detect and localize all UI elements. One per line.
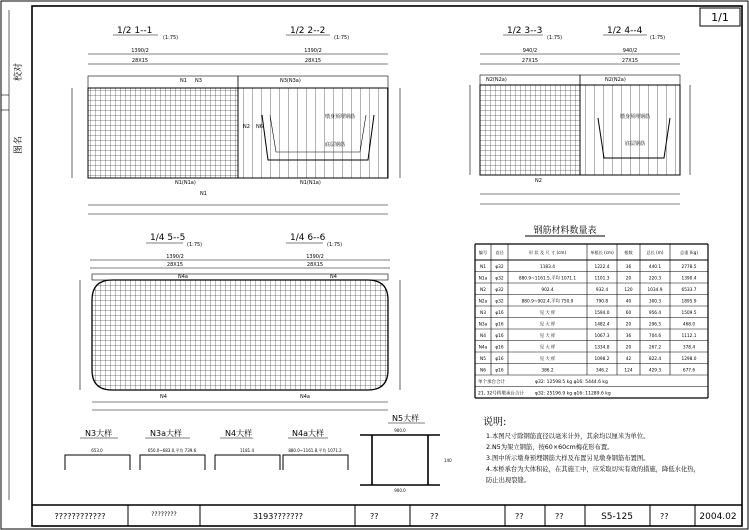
detail-n4-dim: 1181.4: [240, 448, 254, 453]
note-bottom-rebar: 底层钢筋: [325, 142, 346, 148]
table-cell: 440.1: [648, 265, 662, 270]
table-cell: 1594.0: [594, 311, 610, 316]
page-number: 1/1: [711, 11, 729, 24]
table-cell: 378.4: [682, 345, 696, 351]
tag-n2a: N2(N2a): [486, 77, 507, 83]
tag-n1a-bottom: N1(N1a): [175, 180, 196, 186]
table-subtotal-label: 单个承台合计: [478, 380, 505, 385]
plan-5-6-mesh: [92, 280, 388, 390]
table-cell: 1112.1: [681, 334, 697, 339]
table-header-5: 总长 (m): [646, 250, 664, 255]
dim-2-2-count: 28X15: [304, 58, 322, 64]
section-4-4-scale: (1:75): [650, 35, 666, 41]
note-line: 1.本图尺寸除钢筋直径以毫米计外，其余均以厘米为单位。: [486, 433, 650, 440]
table-cell: 932.4: [595, 288, 609, 293]
table-cell: 1067.3: [594, 334, 610, 339]
table-cell: 902.4: [541, 288, 554, 293]
table-grand: φ32: 25196.9 kg φ16: 11289.6 kg: [535, 391, 611, 397]
table-cell: 880.9~1161.5,平均 1071.1: [518, 276, 577, 282]
table-subtotal: φ32: 12598.5 kg φ16: 5444.6 kg: [535, 380, 608, 385]
table-cell: 1482.4: [594, 322, 610, 328]
tag-n3a: N3(N3a): [280, 78, 301, 84]
section-5-5-title: 1/4 5--5: [150, 233, 186, 243]
table-cell: 6533.7: [681, 288, 697, 293]
table-cell: 1334.8: [594, 345, 610, 351]
section-4-4-title: 1/2 4--4: [607, 26, 643, 36]
table-header-2: 形 状 及 尺 寸 (cm): [528, 250, 567, 255]
detail-n3a-dim: 650.0~683.0,平均 739.6: [147, 448, 197, 453]
section-1-1-mesh: [88, 88, 238, 178]
table-cell: N6: [480, 368, 486, 374]
table-cell: 20: [625, 276, 632, 282]
section-3-3-scale: (1:75): [547, 35, 563, 41]
table-cell: 386.2: [541, 368, 554, 374]
table-cell: 220.3: [648, 276, 662, 282]
table-cell: 880.9~902.4,平均 750.9: [521, 299, 574, 305]
tag-n1-bottom: N1: [200, 191, 207, 197]
table-cell: 1509.5: [681, 311, 697, 316]
table-cell: N2a: [478, 299, 488, 305]
table-cell: 677.6: [682, 368, 696, 374]
detail-n3-title: N3大样: [85, 429, 113, 438]
table-cell: 267.2: [648, 345, 662, 351]
table-cell: 120: [624, 288, 633, 293]
dim-4-4-count: 27X15: [621, 58, 639, 64]
notes-title: 说明:: [483, 417, 507, 428]
table-cell: φ16: [495, 345, 504, 351]
table-cell: φ16: [495, 334, 504, 339]
title-cell-7: ??: [555, 512, 564, 521]
note-line: 2.N5为架立钢筋，按60×60cm梅花形布置。: [486, 444, 614, 451]
table-cell: φ32: [495, 265, 504, 270]
note-line: 4.本桥承台为大体积砼，在其施工中，应采取切实有效的措施，降低水化热，: [486, 466, 700, 473]
table-cell: 42: [625, 357, 632, 362]
table-cell: 1101.3: [594, 276, 610, 282]
table-cell: 36: [625, 265, 632, 270]
tag-n3-top: N3: [195, 78, 202, 84]
title-block: [32, 505, 742, 526]
detail-n3a-title: N3a大样: [150, 429, 182, 438]
note-bottom-rebar-4: 底层钢筋: [625, 141, 646, 147]
detail-n4a-shape: [283, 455, 348, 470]
side-label-column: [1, 10, 24, 500]
table-header-1: 直径: [495, 250, 504, 255]
inner-frame: [32, 6, 742, 526]
table-cell: φ32: [495, 299, 504, 305]
tag-n6: N6: [256, 124, 263, 130]
dim-6-6-top: 1390/2: [306, 254, 324, 260]
table-cell: 1183.4: [539, 265, 556, 270]
table-cell: 1098.2: [594, 357, 610, 362]
table-cell: 36: [625, 334, 632, 339]
table-grand-label: 21, 32号桥墩承台合计: [478, 391, 524, 397]
table-cell: 20: [625, 322, 632, 328]
drawing-number: S5-125: [601, 512, 633, 522]
table-cell: 见 大 样: [539, 345, 556, 351]
detail-n3a-shape: [140, 455, 205, 470]
section-3-3-mesh: [480, 85, 580, 175]
title-cell-6: ??: [515, 512, 524, 521]
table-cell: 300.3: [648, 299, 662, 305]
dim-4-4-top: 940/2: [622, 48, 638, 54]
notes-lines: [486, 431, 700, 484]
dim-5-5-top: 1390/2: [166, 254, 184, 260]
title-cell-drawing: 3193???????: [252, 512, 304, 521]
tag-n1-top: N1: [180, 78, 187, 84]
table-cell: 见 大 样: [539, 334, 556, 339]
detail-n3-dim: 653.0: [91, 448, 103, 453]
table-header-3: 单根长 (cm): [590, 250, 614, 255]
table-cell: 1390.4: [681, 276, 697, 282]
detail-n4-shape: [215, 455, 280, 470]
detail-n5-dim-top: 900.0: [394, 428, 406, 433]
note-grout-pipe: 墩身预埋钢筋: [325, 114, 356, 120]
table-cell: 124: [624, 368, 633, 374]
table-cell: 见 大 样: [539, 357, 556, 362]
dim-1-1-top: 1390/2: [131, 48, 149, 54]
table-title: 钢筋材料数量表: [533, 226, 597, 236]
tag-n2-bottom: N2: [535, 178, 542, 184]
detail-n4a-title: N4a大样: [292, 429, 324, 438]
section-4-4-body: [580, 85, 680, 175]
section-5-5-scale: (1:75): [187, 242, 203, 248]
section-6-6-title: 1/4 6--6: [290, 233, 326, 243]
detail-n3-shape: [65, 455, 130, 470]
table-cell: 296.5: [648, 322, 662, 328]
dim-3-3-top: 940/2: [522, 48, 538, 54]
section-2-2-scale: (1:75): [334, 35, 350, 41]
table-header-6: 总重 (kg): [679, 250, 699, 255]
table-cell: N2: [480, 288, 486, 293]
table-cell: φ32: [495, 288, 504, 293]
detail-n4-title: N4大样: [225, 429, 253, 438]
detail-n5-dim-bottom: 900.0: [394, 488, 406, 493]
tag-n4-bottom: N4: [160, 394, 167, 400]
title-cell-5: ??: [430, 512, 439, 521]
section-2-2-body: [238, 88, 388, 178]
drawing-date: 2004.02: [699, 512, 737, 522]
table-cell: 429.3: [648, 368, 662, 374]
table-cell: φ16: [495, 322, 504, 328]
check-label: 校对: [14, 62, 24, 82]
table-cell: 704.6: [648, 334, 662, 339]
table-cell: 346.2: [595, 368, 609, 374]
table-cell: N4: [480, 334, 486, 339]
title-cell-project: ????????????: [54, 512, 106, 521]
table-cell: N4a: [478, 345, 488, 351]
tag-n2a-4: N2(N2a): [605, 77, 626, 83]
table-cell: φ16: [495, 311, 504, 316]
table-cell: 1298.0: [681, 357, 697, 362]
table-cell: 40: [625, 299, 632, 305]
tag-n4-plan: N4: [330, 274, 337, 280]
table-cell: N1: [480, 265, 486, 270]
tag-n4a-plan: N4a: [178, 274, 188, 280]
dim-2-2-top: 1390/2: [304, 48, 322, 54]
table-cell: 956.4: [648, 311, 662, 316]
table-cell: 60: [625, 311, 632, 316]
table-cell: N5: [480, 357, 486, 362]
table-cell: 1222.4: [594, 265, 610, 270]
table-cell: N3a: [478, 322, 488, 328]
table-cell: N3: [480, 311, 486, 316]
table-cell: 见 大 样: [539, 311, 556, 316]
section-1-1-title: 1/2 1--1: [117, 26, 153, 36]
table-cell: 见 大 样: [539, 322, 556, 328]
table-cell: φ16: [495, 357, 504, 362]
section-2-2-title: 1/2 2--2: [290, 26, 326, 36]
section-3-3-title: 1/2 3--3: [507, 26, 543, 36]
table-cell: φ16: [495, 368, 504, 374]
table-cell: φ32: [495, 276, 504, 282]
table-cell: 20: [625, 345, 632, 351]
section-6-6-scale: (1:75): [327, 242, 343, 248]
title-cell-8: ??: [660, 512, 669, 521]
table-cell: 1895.9: [681, 299, 697, 305]
dim-3-3-count: 27X15: [521, 58, 539, 64]
detail-n5-dim-side: 140: [444, 458, 452, 463]
table-cell: 2778.5: [681, 265, 697, 270]
tag-n1a-2: N1(N1a): [300, 180, 321, 186]
dim-6-6-count: 28X15: [306, 262, 324, 268]
outer-frame: [1, 1, 748, 529]
table-cell: 822.4: [648, 357, 662, 362]
dim-1-1-count: 28X15: [131, 58, 149, 64]
note-line: 防止出现裂缝。: [486, 477, 531, 484]
signature-label: 图名: [14, 135, 24, 155]
table-cell: 1034.9: [647, 288, 663, 293]
tag-n4a-bottom: N4a: [300, 394, 310, 400]
table-cell: 790.8: [595, 299, 609, 305]
detail-n5-title: N5大样: [392, 414, 420, 423]
detail-n4a-dim: 880.0~1161.8,平均 1071.2: [288, 448, 342, 453]
table-header-0: 编号: [478, 250, 488, 255]
section-1-1-scale: (1:75): [163, 35, 179, 41]
note-line: 3.图中所示墩身预埋钢筋大样及布置另见墩身钢筋布置图。: [486, 455, 650, 462]
note-grout-pipe-4: 墩身预埋钢筋: [620, 114, 651, 120]
table-cell: 468.0: [682, 322, 696, 328]
table-header-4: 根数: [624, 250, 633, 255]
title-cell-4: ??: [370, 512, 379, 521]
table-cell: N1a: [478, 276, 488, 282]
detail-n5-shape: [360, 435, 440, 485]
rebar-table: [475, 244, 708, 398]
dim-5-5-count: 28X15: [166, 262, 184, 268]
title-cell-name: ????????: [151, 511, 177, 518]
tag-n2-mid: N2: [243, 124, 250, 130]
